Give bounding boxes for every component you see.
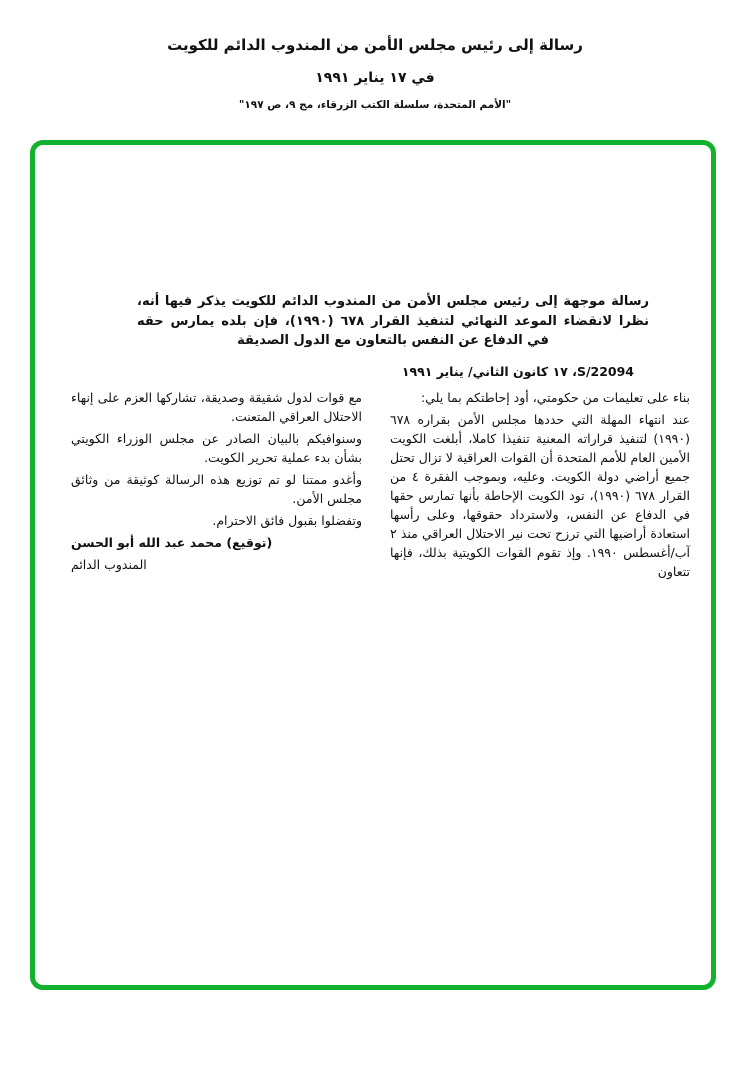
letter-body	[68, 388, 690, 584]
header-source-citation: "الأمم المتحدة، سلسلة الكتب الزرقاء، مج ٩، ص ١٩٧"	[238, 99, 512, 111]
paragraph: وأغدو ممتنا لو تم توزيع هذه الرسالة كوثيقة من وثائق مجلس الأمن.	[71, 472, 362, 506]
document-reference-line: S/22094، ١٧ كانون الثاني/ يناير ١٩٩١	[401, 364, 634, 379]
letter-column-right	[390, 388, 690, 584]
paragraph: مع قوات لدول شقيقة وصديقة، تشاركها العزم على إنهاء الاحتلال العراقي المتعنت.	[71, 390, 362, 424]
letter-column-left	[71, 388, 362, 584]
closing-salutation: وتفضلوا بقبول فائق الاحترام.	[212, 513, 362, 528]
header-date: في ١٧ يناير ١٩٩١	[315, 70, 435, 86]
header-title: رسالة إلى رئيس مجلس الأمن من المندوب الدائم للكويت	[167, 36, 583, 54]
paragraph: بناء على تعليمات من حكومتي، أود إحاطتكم بما يلي:	[421, 390, 690, 405]
document-frame	[30, 140, 716, 990]
paragraph: وسنوافيكم بالبيان الصادر عن مجلس الوزراء الكويتي بشأن بدء عملية تحرير الكويت.	[71, 431, 362, 465]
signature-name: (توقيع) محمد عبد الله أبو الحسن	[71, 535, 273, 550]
paragraph: عند انتهاء المهلة التي حددها مجلس الأمن بقراره ٦٧٨ (١٩٩٠) لتنفيذ قراراته المعنية تنفيذا كاملا، أبلغت الكويت الأمين العام للأمم المتحدة أن القوات العراقية لا تزال تحتل جميع أراضي دولة الكويت. وعليه، وبموجب الفقرة ٤ من القرار ٦٧٨ (١٩٩٠)، تود الكويت الإحاطة بأنها تمارس حقها في الدفاع عن النفس، ولاسترداد حقوقها، وعلى رأسها استعادة أراضيها التي ترزح تحت نير الاحتلال العراقي منذ ٢ آب/أغسطس ١٩٩٠. وإذ تقوم القوات الكويتية بذلك، فإنها تتعاون	[390, 412, 691, 579]
page-header	[0, 36, 750, 111]
signature-title: المندوب الدائم	[71, 557, 147, 572]
letter-heading: رسالة موجهة إلى رئيس مجلس الأمن من المندوب الدائم للكويت يذكر فيها أنه، نظرا لانقضاء الموعد النهائي لتنفيذ القرار ٦٧٨ (١٩٩٠)، فإن بلده يمارس حقه في الدفاع عن النفس بالتعاون مع الدول الصديقة	[137, 294, 650, 348]
